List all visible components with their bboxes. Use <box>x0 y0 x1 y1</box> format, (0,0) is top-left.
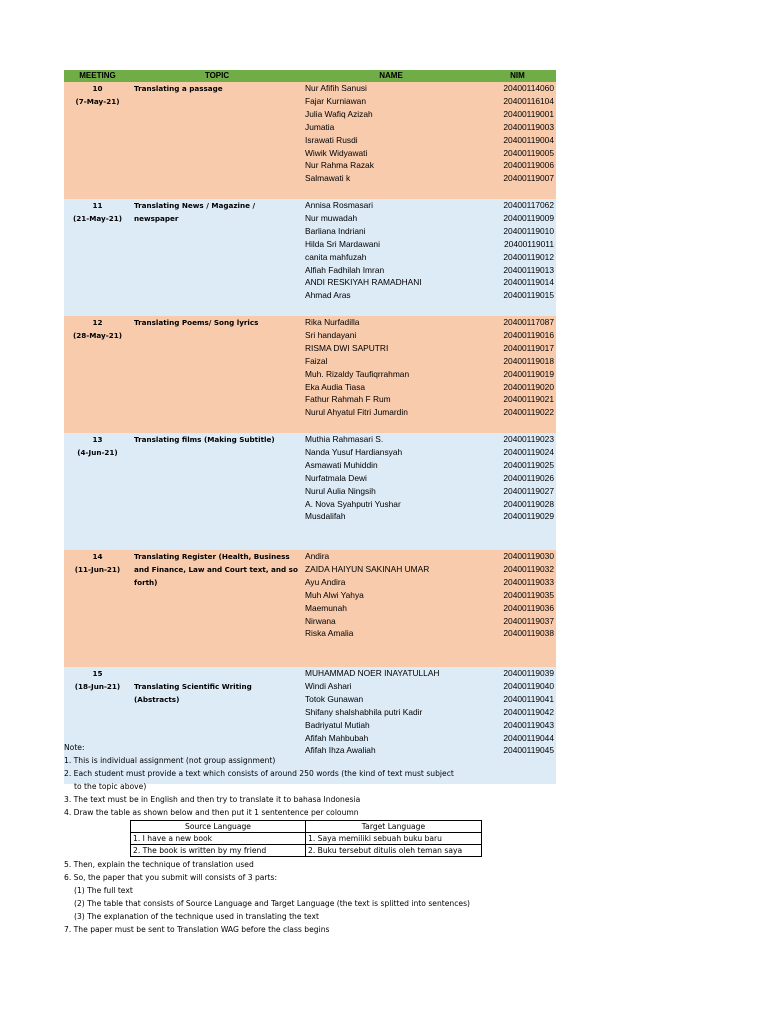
student-nim: 20400119038 <box>503 628 554 639</box>
student-nim: 20400119019 <box>503 368 554 379</box>
student-nim: 20400119033 <box>503 576 554 587</box>
student-name: Julia Wafiq Azizah <box>305 108 373 119</box>
note-7: 7. The paper must be sent to Translation WAG before the class begins <box>64 924 330 934</box>
note-1: 1. This is individual assignment (not group assignment) <box>64 755 276 765</box>
student-name: Maemunah <box>305 602 347 613</box>
student-nim: 20400119003 <box>503 121 554 132</box>
student-name: Israwati Rusdi <box>305 134 358 145</box>
topic-text: Translating Scientific Writing (Abstracts) <box>134 682 252 704</box>
student-name: Afifah Ihza Awaliah <box>305 745 376 756</box>
student-name: Afifah Mahbubah <box>305 732 369 743</box>
student-name: Fathur Rahmah F Rum <box>305 394 391 405</box>
student-nim: 20400119013 <box>503 264 554 275</box>
meeting-cell <box>64 550 131 667</box>
student-nim: 20400119023 <box>503 434 554 444</box>
example-table-row <box>131 845 482 857</box>
meeting-group <box>64 199 556 316</box>
student-name: Barliana Indriani <box>305 225 366 236</box>
note-6-part-2: (2) The table that consists of Source Language and Target Language (the text is splitted into sentences) <box>74 898 471 908</box>
student-name: A. Nova Syahputri Yushar <box>305 498 401 509</box>
student-name: RISMA DWI SAPUTRI <box>305 342 389 353</box>
example-translation-table <box>130 820 482 857</box>
meeting-number: 14 <box>92 552 103 561</box>
nims-cell <box>479 82 556 199</box>
student-nim: 20400119044 <box>503 732 554 743</box>
student-name: Nirwana <box>305 615 336 626</box>
meeting-number: 13 <box>92 435 103 444</box>
meeting-number: 11 <box>92 201 103 210</box>
topic-text <box>134 667 299 680</box>
student-name: Nurul Aulia Ningsih <box>305 485 376 496</box>
topic-cell <box>131 433 303 550</box>
example-table-header <box>131 821 482 833</box>
student-name: Nanda Yusuf Hardiansyah <box>305 446 403 457</box>
student-nim: 20400119045 <box>503 745 554 756</box>
meeting-number: 10 <box>92 84 103 93</box>
student-name: Muh. Rizaldy Taufiqrrahman <box>305 368 410 379</box>
student-name: Nur muwadah <box>305 212 358 223</box>
target-cell: 2. Buku tersebut ditulis oleh teman saya <box>306 845 482 857</box>
meeting-date: (7-May-21) <box>75 97 120 106</box>
header-nim: NIM <box>510 71 525 80</box>
header-name: NAME <box>379 71 403 80</box>
target-cell: 1. Saya memiliki sebuah buku baru <box>306 833 482 845</box>
topic-text: Translating films (Making Subtitle) <box>134 435 275 444</box>
student-name: Hilda Sri Mardawani <box>305 238 380 249</box>
notes-section-continued <box>64 859 524 936</box>
student-nim: 20400119027 <box>503 485 554 496</box>
student-nim: 20400119021 <box>503 394 554 405</box>
student-nim: 20400119020 <box>503 381 554 392</box>
topic-text: forth) <box>134 578 158 587</box>
student-name: Asmawati Muhiddin <box>305 459 378 470</box>
topic-text: newspaper <box>134 214 179 223</box>
example-table-row <box>131 833 482 845</box>
student-nim: 20400119029 <box>503 511 554 522</box>
student-name: Muthia Rahmasari S. <box>305 434 384 444</box>
student-nim: 20400114060 <box>503 83 554 93</box>
student-nim: 20400119004 <box>503 134 554 145</box>
header-topic: TOPIC <box>204 71 230 80</box>
student-name: Sri handayani <box>305 329 357 340</box>
student-nim: 20400119043 <box>503 719 554 730</box>
topic-text: Translating Register (Health, Business <box>134 552 290 561</box>
student-name: Nurfatmala Dewi <box>305 472 367 483</box>
student-name: Ahmad Aras <box>305 290 351 301</box>
student-nim: 20400119042 <box>503 706 554 717</box>
meeting-group <box>64 316 556 433</box>
meeting-group <box>64 550 556 667</box>
student-name: Jumatia <box>305 121 335 132</box>
student-name: Totok Gunawan <box>305 693 364 704</box>
student-nim: 20400119012 <box>503 251 554 262</box>
student-name: ZAIDA HAIYUN SAKINAH UMAR <box>305 563 430 574</box>
notes-section <box>64 742 524 819</box>
note-6-part-3: (3) The explanation of the technique used in translating the text <box>74 911 319 921</box>
student-nim: 20400119041 <box>503 693 554 704</box>
note-2: 2. Each student must provide a text which consists of around 250 words (the kind of text must subject <box>64 768 454 778</box>
names-cell <box>303 433 479 550</box>
student-nim: 20400119028 <box>503 498 554 509</box>
student-name: Muh Alwi Yahya <box>305 589 364 600</box>
student-nim: 20400119007 <box>503 173 554 184</box>
student-name: Fajar Kurniawan <box>305 95 366 106</box>
header-meeting: MEETING <box>79 71 116 80</box>
student-name: Riska Amalia <box>305 628 354 639</box>
nims-cell <box>479 433 556 550</box>
meeting-date: (21-May-21) <box>72 214 122 223</box>
meeting-cell <box>64 316 131 433</box>
student-name: Faizal <box>305 355 328 366</box>
student-nim: 20400119037 <box>503 615 554 626</box>
student-name: Shifany shalshabhila putri Kadir <box>305 706 423 717</box>
student-nim: 20400119030 <box>503 551 554 561</box>
student-nim: 20400119025 <box>503 459 554 470</box>
student-name: Windi Ashari <box>305 680 352 691</box>
student-nim: 20400119026 <box>503 472 554 483</box>
topic-cell <box>131 316 303 433</box>
topic-cell <box>131 550 303 667</box>
student-nim: 20400119036 <box>503 602 554 613</box>
student-nim: 20400119010 <box>503 225 554 236</box>
note-6-part-1: (1) The full text <box>74 885 133 895</box>
student-nim: 20400119014 <box>503 277 554 288</box>
schedule-table <box>64 70 556 784</box>
student-nim: 20400119009 <box>503 212 554 223</box>
source-language-header: Source Language <box>131 821 306 833</box>
meeting-date: (4-Jun-21) <box>77 448 118 457</box>
meeting-date: (18-Jun-21) <box>74 682 121 691</box>
topic-text: and Finance, Law and Court text, and so <box>134 565 298 574</box>
student-name: Nur Rahma Razak <box>305 160 374 171</box>
topic-text: Translating Poems/ Song lyrics <box>134 318 259 327</box>
student-name: Ayu Andira <box>305 576 346 587</box>
note-4: 4. Draw the table as shown below and then put it 1 sententence per coloumn <box>64 807 359 817</box>
nims-cell <box>479 199 556 316</box>
meeting-cell <box>64 199 131 316</box>
student-name: Alfiah Fadhilah Imran <box>305 264 385 275</box>
student-nim: 20400119017 <box>503 342 554 353</box>
student-name: canita mahfuzah <box>305 251 367 262</box>
student-nim: 20400119024 <box>503 446 554 457</box>
topic-cell <box>131 82 303 199</box>
meeting-date: (28-May-21) <box>72 331 122 340</box>
student-name: Badriyatul Mutiah <box>305 719 370 730</box>
names-cell <box>303 199 479 316</box>
table-header-row <box>64 70 556 82</box>
meeting-date: (11-Jun-21) <box>74 565 121 574</box>
topic-text: Translating News / Magazine / <box>134 201 256 210</box>
meeting-number: 15 <box>92 669 103 678</box>
source-cell: 2. The book is written by my friend <box>131 845 306 857</box>
source-cell: 1. I have a new book <box>131 833 306 845</box>
student-nim: 20400119022 <box>503 407 554 418</box>
student-nim: 20400119011 <box>504 238 554 249</box>
meeting-groups <box>64 82 556 784</box>
student-name: MUHAMMAD NOER INAYATULLAH <box>305 668 440 678</box>
student-nim: 20400119018 <box>503 355 554 366</box>
student-nim: 20400119039 <box>503 668 554 678</box>
target-language-header: Target Language <box>306 821 482 833</box>
student-name: Andira <box>305 551 330 561</box>
student-nim: 20400116104 <box>503 95 554 106</box>
student-name: Eka Audia Tiasa <box>305 381 366 392</box>
student-nim: 20400119001 <box>503 108 554 119</box>
topic-text: Translating a passage <box>134 84 223 93</box>
student-name: Wiwik Widyawati <box>305 147 368 158</box>
names-cell <box>303 550 479 667</box>
meeting-cell <box>64 82 131 199</box>
meeting-group <box>64 82 556 199</box>
student-nim: 20400119032 <box>503 563 554 574</box>
note-6: 6. So, the paper that you submit will consists of 3 parts: <box>64 872 278 882</box>
student-name: Annisa Rosmasari <box>305 200 373 210</box>
student-nim: 20400119016 <box>503 329 554 340</box>
student-nim: 20400117062 <box>503 200 554 210</box>
student-name: Rika Nurfadilla <box>305 317 360 327</box>
nims-cell <box>479 550 556 667</box>
note-3: 3. The text must be in English and then try to translate it to bahasa Indonesia <box>64 794 361 804</box>
student-name: Musdalifah <box>305 511 346 522</box>
notes-heading: Note: <box>64 743 85 752</box>
student-nim: 20400119006 <box>503 160 554 171</box>
note-5: 5. Then, explain the technique of translation used <box>64 860 254 869</box>
student-nim: 20400119035 <box>503 589 554 600</box>
student-name: Salmawati k <box>305 173 351 184</box>
nims-cell <box>479 316 556 433</box>
student-nim: 20400119040 <box>503 680 554 691</box>
topic-cell <box>131 199 303 316</box>
meeting-group <box>64 433 556 550</box>
student-nim: 20400119015 <box>503 290 554 301</box>
student-name: Nurul Ahyatul Fitri Jumardin <box>305 407 408 418</box>
names-cell <box>303 82 479 199</box>
names-cell <box>303 316 479 433</box>
meeting-number: 12 <box>92 318 103 327</box>
student-nim: 20400119005 <box>503 147 554 158</box>
student-name: ANDI RESKIYAH RAMADHANI <box>305 277 422 288</box>
note-2-continued: to the topic above) <box>74 781 147 791</box>
student-name: Nur Afifih Sanusi <box>305 83 367 93</box>
student-nim: 20400117087 <box>503 317 554 327</box>
meeting-cell <box>64 433 131 550</box>
